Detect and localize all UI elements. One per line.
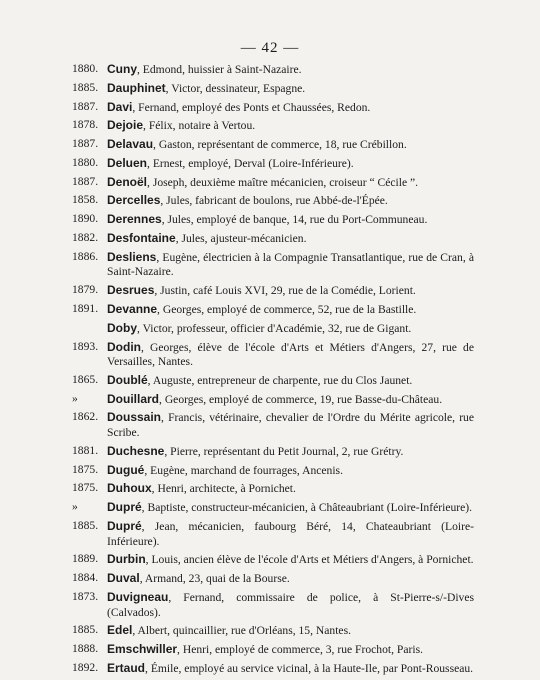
entry-name: Cuny [107, 62, 137, 76]
entry-year: 1862. [72, 410, 99, 424]
list-item: 1880. Deluen, Ernest, employé, Derval (Loire-Inférieure). [72, 155, 354, 170]
list-item: 1890. Derennes, Jules, employé de banque, 14, rue du Port-Communeau. [72, 212, 428, 227]
entry-name: Deluen [107, 155, 148, 170]
entry-year: 1885. [72, 518, 99, 532]
entry-detail: Georges, employé de commerce, 19, rue Basse-du-Château. [164, 392, 443, 406]
entry-detail: Émile, employé au service vicinal, à la Haute-Ile, par Pont-Rousseau. [150, 661, 474, 675]
entry-name: Delavau [107, 137, 154, 152]
entry-detail: Edmond, huissier à Saint-Nazaire. [142, 63, 302, 76]
list-item: 1862. Doussain, Francis, vétérinaire, chevalier de l'Ordre du Mérite agricole, rue Scribe. [72, 410, 475, 440]
entry-detail: Fernand, employé des Ponts et Chaussées, Redon. [138, 100, 371, 114]
list-item: 1865. Doublé, Auguste, entrepreneur de charpente, rue du Clos Jaunet. [72, 372, 413, 387]
entry-year: 1873. [72, 589, 99, 603]
list-item: » Dupré, Baptiste, constructeur-mécanicien, à Châteaubriant (Loire-Inférieure). [72, 500, 473, 515]
entry-year: 1889. [72, 552, 99, 566]
entry-name: Davi [107, 99, 133, 114]
entry-year: 1875. [72, 481, 99, 495]
entry-detail: Albert, quincaillier, rue d'Orléans, 15, Nantes. [137, 624, 351, 638]
list-item: 1882. Desfontaine, Jules, ajusteur-mécanicien. [72, 231, 307, 246]
entry-year: 1885. [72, 623, 99, 637]
entry-name: Doby [107, 320, 137, 335]
entry-name: Emschwiller [107, 642, 178, 657]
entry-name: Dodin [107, 339, 141, 354]
entry-detail: Victor, dessinateur, Espagne. [171, 81, 306, 95]
entry-detail: Fernand, commissaire de police, à St-Pierre-s/-Dives (Calvados). [107, 590, 474, 619]
entry-year: 1891. [72, 301, 99, 315]
entry-year: 1890. [72, 212, 99, 226]
list-item: 1875. Dugué, Eugène, marchand de fourrages, Ancenis. [72, 462, 343, 477]
entry-year: 1885. [72, 80, 99, 94]
entry-detail: Armand, 23, quai de la Bourse. [144, 572, 290, 586]
entry-year: 1887. [72, 99, 99, 113]
entry-detail: Auguste, entrepreneur de charpente, rue du Clos Jaunet. [152, 373, 413, 387]
entry-detail: Jules, fabricant de boulons, rue Abbé-de-l'Épée. [166, 194, 388, 208]
entry-detail: Georges, élève de l'école d'Arts et Métiers d'Angers, 27, rue de Versailles, Nantes. [107, 340, 474, 369]
entry-name: Duhoux [107, 481, 152, 496]
entry-name: Desrues [107, 283, 155, 298]
entry-year: 1892. [72, 660, 99, 674]
entry-detail: Eugène, marchand de fourrages, Ancenis. [150, 463, 343, 477]
entry-year: » [72, 391, 78, 405]
list-item: 1881. Duchesne, Pierre, représentant du Petit Journal, 2, rue Grétry. [72, 443, 404, 458]
list-item: 1887. Davi, Fernand, employé des Ponts et Chaussées, Redon. [72, 99, 371, 114]
list-item: 1893. Dodin, Georges, élève de l'école d'Arts et Métiers d'Angers, 27, rue de Versailles, Nantes. [72, 339, 474, 369]
entry-detail: Félix, notaire à Vertou. [148, 119, 256, 133]
entry-year: » [72, 500, 78, 514]
member-list [0, 62, 540, 680]
entry-year: 1887. [72, 174, 99, 188]
entry-name: Dejoie [107, 118, 144, 133]
entry-name: Desliens [107, 249, 157, 264]
entry-year: 1887. [72, 137, 99, 151]
entry-name: Duchesne [107, 443, 165, 458]
entry-detail: Victor, professeur, officier d'Académie, 32, rue de Gigant. [142, 321, 412, 335]
list-item: 1879. Desrues, Justin, café Louis XVI, 29, rue de la Comédie, Lorient. [72, 283, 416, 298]
entry-year: 1888. [72, 642, 99, 656]
entry-name: Derennes [107, 212, 162, 227]
list-item: 1885. Dauphinet, Victor, dessinateur, Espagne. [72, 80, 306, 95]
entry-year: 1880. [72, 155, 99, 169]
entry-name: Desfontaine [107, 231, 176, 246]
list-item: 1875. Duhoux, Henri, architecte, à Pornichet. [72, 481, 296, 496]
entry-year: 1886. [72, 249, 99, 263]
list-item: 1889. Durbin, Louis, ancien élève de l'école d'Arts et Métiers d'Angers, à Pornichet. [72, 552, 474, 567]
entry-detail: Justin, café Louis XVI, 29, rue de la Comédie, Lorient. [160, 284, 416, 298]
entry-detail: Georges, employé de commerce, 52, rue de la Bastille. [162, 302, 417, 316]
entry-detail: Gaston, représentant de commerce, 18, rue Crébillon. [158, 138, 407, 152]
entry-year: 1882. [72, 231, 99, 245]
entry-detail: Jules, employé de banque, 14, rue du Port-Communeau. [167, 213, 428, 227]
entry-detail: Henri, employé de commerce, 3, rue Frochot, Paris. [182, 643, 424, 657]
entry-name: Denoël [107, 174, 148, 189]
list-item: 1886. Desliens, Eugène, électricien à la Compagnie Transatlantique, rue de Cran, à Saint-Nazaire. [72, 249, 475, 279]
list-item: 1887. Denoël, Joseph, deuxième maître mécanicien, croiseur “ Cécile ”. [72, 174, 419, 189]
entry-detail: Eugène, électricien à la Compagnie Transatlantique, rue de Cran, à Saint-Nazaire. [107, 250, 475, 279]
entry-detail: Ernest, employé, Derval (Loire-Inférieure). [152, 156, 354, 170]
list-item: 1888. Emschwiller, Henri, employé de commerce, 3, rue Frochot, Paris. [72, 642, 424, 657]
entry-detail: Jules, ajusteur-mécanicien. [181, 232, 307, 246]
list-item: 1885. Dupré, Jean, mécanicien, faubourg Béré, 14, Chateaubriant (Loire-Inférieure). [72, 518, 474, 548]
entry-name: Dercelles [107, 193, 161, 208]
entry-name: Douillard [107, 391, 160, 406]
entry-year: 1893. [72, 339, 99, 353]
entry-name: Duvigneau [107, 589, 169, 604]
entry-name: Edel [107, 623, 133, 638]
entry-name: Durbin [107, 552, 146, 567]
entry-year: 1880. [72, 62, 99, 75]
list-item: 1878. Dejoie, Félix, notaire à Vertou. [72, 118, 256, 133]
entry-year: 1884. [72, 571, 99, 585]
list-item: » Douillard, Georges, employé de commerce, 19, rue Basse-du-Château. [72, 391, 443, 406]
list-item: 1887. Delavau, Gaston, représentant de commerce, 18, rue Crébillon. [72, 137, 407, 152]
list-item: 1884. Duval, Armand, 23, quai de la Bourse. [72, 571, 290, 586]
entry-year: 1879. [72, 283, 99, 297]
entry-year: 1881. [72, 443, 99, 457]
page-number: — 42 — [240, 40, 300, 56]
entry-detail: Henri, architecte, à Pornichet. [157, 482, 296, 496]
entry-detail: Francis, vétérinaire, chevalier de l'Ordre du Mérite agricole, rue Scribe. [107, 411, 475, 440]
entry-name: Doublé [107, 372, 148, 387]
list-item: 1873. Duvigneau, Fernand, commissaire de police, à St-Pierre-s/-Dives (Calvados). [72, 589, 474, 619]
entry-detail: Jean, mécanicien, faubourg Béré, 14, Chateaubriant (Loire-Inférieure). [107, 519, 474, 548]
entry-year: 1875. [72, 462, 99, 476]
entry-name: Ertaud [107, 660, 146, 675]
list-item: 1892. Ertaud, Émile, employé au service vicinal, à la Haute-Ile, par Pont-Rousseau. [72, 660, 474, 675]
entry-detail: Joseph, deuxième maître mécanicien, croiseur “ Cécile ”. [152, 175, 419, 189]
entry-name: Dauphinet [107, 80, 166, 95]
entry-name: Dugué [107, 462, 145, 477]
entry-name: Dupré [107, 500, 142, 515]
entry-detail: Baptiste, constructeur-mécanicien, à Châteaubriant (Loire-Inférieure). [147, 501, 473, 515]
list-item: 1891. Devanne, Georges, employé de commerce, 52, rue de la Bastille. [72, 301, 417, 316]
entry-year: 1865. [72, 372, 99, 386]
list-item: 1885. Edel, Albert, quincaillier, rue d'Orléans, 15, Nantes. [72, 623, 351, 638]
entry-detail: Pierre, représentant du Petit Journal, 2, rue Grétry. [170, 444, 404, 458]
entry-year: 1878. [72, 118, 99, 132]
entry-name: Duval [107, 571, 140, 586]
entry-name: Dupré [107, 518, 142, 533]
entry-name: Doussain [107, 410, 162, 425]
entry-year: 1858. [72, 193, 99, 207]
entry-name: Devanne [107, 301, 158, 316]
list-item: Doby, Victor, professeur, officier d'Académie, 32, rue de Gigant. [107, 320, 412, 335]
entry-detail: Louis, ancien élève de l'école d'Arts et Métiers d'Angers, à Pornichet. [151, 553, 474, 567]
list-item: 1880. Cuny, Edmond, huissier à Saint-Nazaire. [72, 62, 302, 76]
list-item: 1858. Dercelles, Jules, fabricant de boulons, rue Abbé-de-l'Épée. [72, 193, 388, 208]
